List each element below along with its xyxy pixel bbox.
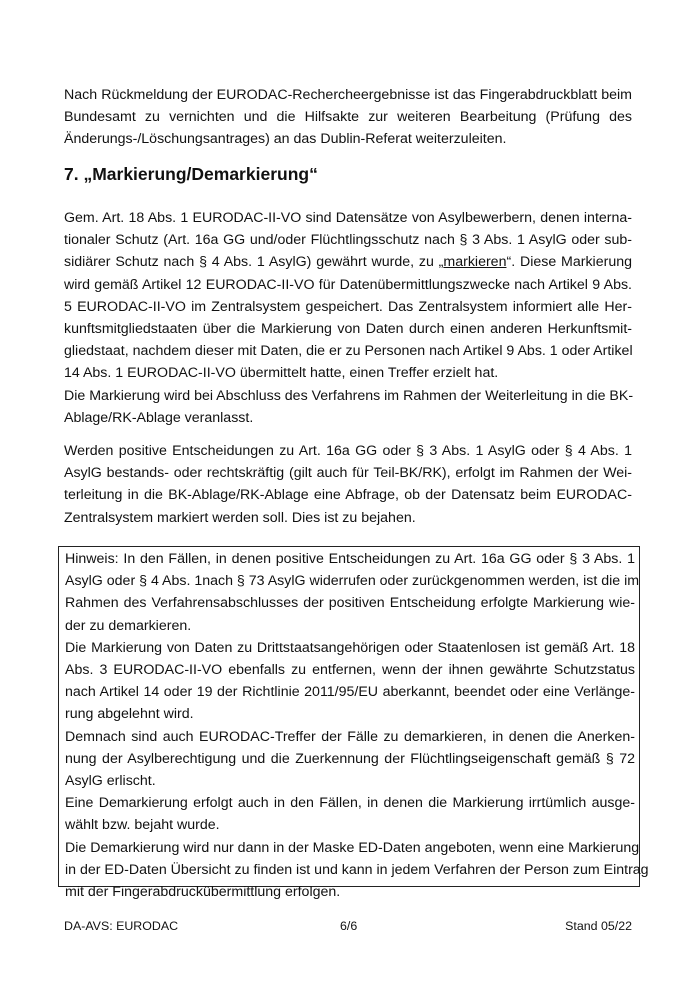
paragraph-line: terleitung in die BK-Ablage/RK-Ablage eine Abfrage, ob der Datensatz beim EURODAC- <box>64 487 632 504</box>
note-line: AsylG oder § 4 Abs. 1nach § 73 AsylG widerrufen oder zurückgenommen werden, ist die im <box>65 573 640 590</box>
paragraph-line: Die Markierung wird bei Abschluss des Verfahrens im Rahmen der Weiterleitung in die BK- <box>64 387 634 404</box>
note-box <box>58 546 649 901</box>
paragraph-line: kunftsmitgliedstaaten über die Markierung von Daten durch einen anderen Herkunftsmit- <box>64 321 632 338</box>
paragraph-line: Gem. Art. 18 Abs. 1 EURODAC-II-VO sind Datensätze von Asylbewerbern, denen interna- <box>64 210 632 226</box>
paragraph-line: gliedstaat, nachdem dieser mit Daten, die er zu Personen nach Artikel 9 Abs. 1 oder Artikel <box>64 343 633 360</box>
paragraph-line: 14 Abs. 1 EURODAC-II-VO übermittelt hatte, einen Treffer erzielt hat. <box>64 365 499 382</box>
note-text <box>65 548 649 903</box>
section-heading: 7. „Markierung/Demarkierung“ <box>64 164 318 184</box>
note-line: Abs. 3 EURODAC-II-VO ebenfalls zu entfernen, wenn der ihnen gewährte Schutzstatus <box>65 662 635 679</box>
paragraph-line: tionaler Schutz (Art. 16a GG und/oder Flüchtlingsschutz nach § 3 Abs. 1 AsylG oder sub- <box>64 232 632 249</box>
intro-paragraph <box>64 84 632 151</box>
intro-line: Nach Rückmeldung der EURODAC-Rechercheergebnisse ist das Fingerabdruckblatt beim <box>64 87 632 103</box>
footer-page-number: 6/6 <box>340 919 358 933</box>
note-line: Die Markierung von Daten zu Drittstaatsangehörigen oder Staatenlosen ist gemäß Art. 18 <box>65 639 635 656</box>
note-line: Die Demarkierung wird nur dann in der Maske ED-Daten angeboten, wenn eine Markierung <box>65 839 640 856</box>
line-text: “. Diese Markierung <box>506 254 632 271</box>
note-line: rung abgelehnt wird. <box>65 706 194 723</box>
paragraph-line: AsylG bestands- oder rechtskräftig (gilt auch für Teil-BK/RK), erfolgt im Rahmen der Wei- <box>64 465 632 482</box>
paragraph-line: Werden positive Entscheidungen zu Art. 16a GG oder § 3 Abs. 1 AsylG oder § 4 Abs. 1 <box>64 443 632 459</box>
footer-date: Stand 05/22 <box>565 919 632 933</box>
note-line: mit der Fingerabdruckübermittlung erfolgen. <box>65 884 341 901</box>
paragraph-line: Ablage/RK-Ablage veranlasst. <box>64 409 254 426</box>
note-line: AsylG erlischt. <box>65 773 156 790</box>
note-line: wählt bzw. bejaht wurde. <box>65 817 220 834</box>
markieren-link[interactable]: markieren <box>443 254 507 271</box>
positive-decisions-paragraph <box>64 440 632 529</box>
line-text: sidiärer Schutz nach § 4 Abs. 1 AsylG) gewährt wurde, zu „ <box>64 254 444 271</box>
note-line: nach Artikel 14 oder 19 der Richtlinie 2011/95/EU aberkannt, beendet oder eine Verlänge- <box>65 684 635 701</box>
note-line: Demnach sind auch EURODAC-Treffer der Fälle zu demarkieren, in denen die Anerken- <box>65 728 635 745</box>
intro-line: Bundesamt zu vernichten und die Hilfsakte zur weiteren Bearbeitung (Prüfung des <box>64 109 632 126</box>
note-line: nung der Asylberechtigung und die Zuerkennung der Flüchtlingseigenschaft gemäß § 72 <box>65 750 635 767</box>
note-line: Hinweis: In den Fällen, in denen positive Entscheidungen zu Art. 16a GG oder § 3 Abs. 1 <box>65 551 635 567</box>
note-line: Eine Demarkierung erfolgt auch in den Fällen, in denen die Markierung irrtümlich ausge- <box>65 795 635 812</box>
paragraph-line: 5 EURODAC-II-VO im Zentralsystem gespeichert. Das Zentralsystem informiert alle Her- <box>64 298 632 315</box>
paragraph-line <box>64 251 632 273</box>
note-line: der zu demarkieren. <box>65 617 192 634</box>
note-line: in der ED-Daten Übersicht zu finden ist und kann in jedem Verfahren der Person zum Eintrag <box>65 861 649 878</box>
markierung-paragraph <box>64 207 632 429</box>
note-line: Rahmen des Verfahrensabschlusses der positiven Entscheidung erfolgte Markierung wie- <box>65 595 635 612</box>
paragraph-line: Zentralsystem markiert werden soll. Dies ist zu bejahen. <box>64 509 416 526</box>
paragraph-line: wird gemäß Artikel 12 EURODAC-II-VO für Datenübermittlungszwecke nach Artikel 9 Abs. <box>64 276 632 293</box>
intro-line: Änderungs-/Löschungsantrages) an das Dublin-Referat weiterzuleiten. <box>64 131 507 148</box>
footer-document-id: DA-AVS: EURODAC <box>64 919 179 933</box>
